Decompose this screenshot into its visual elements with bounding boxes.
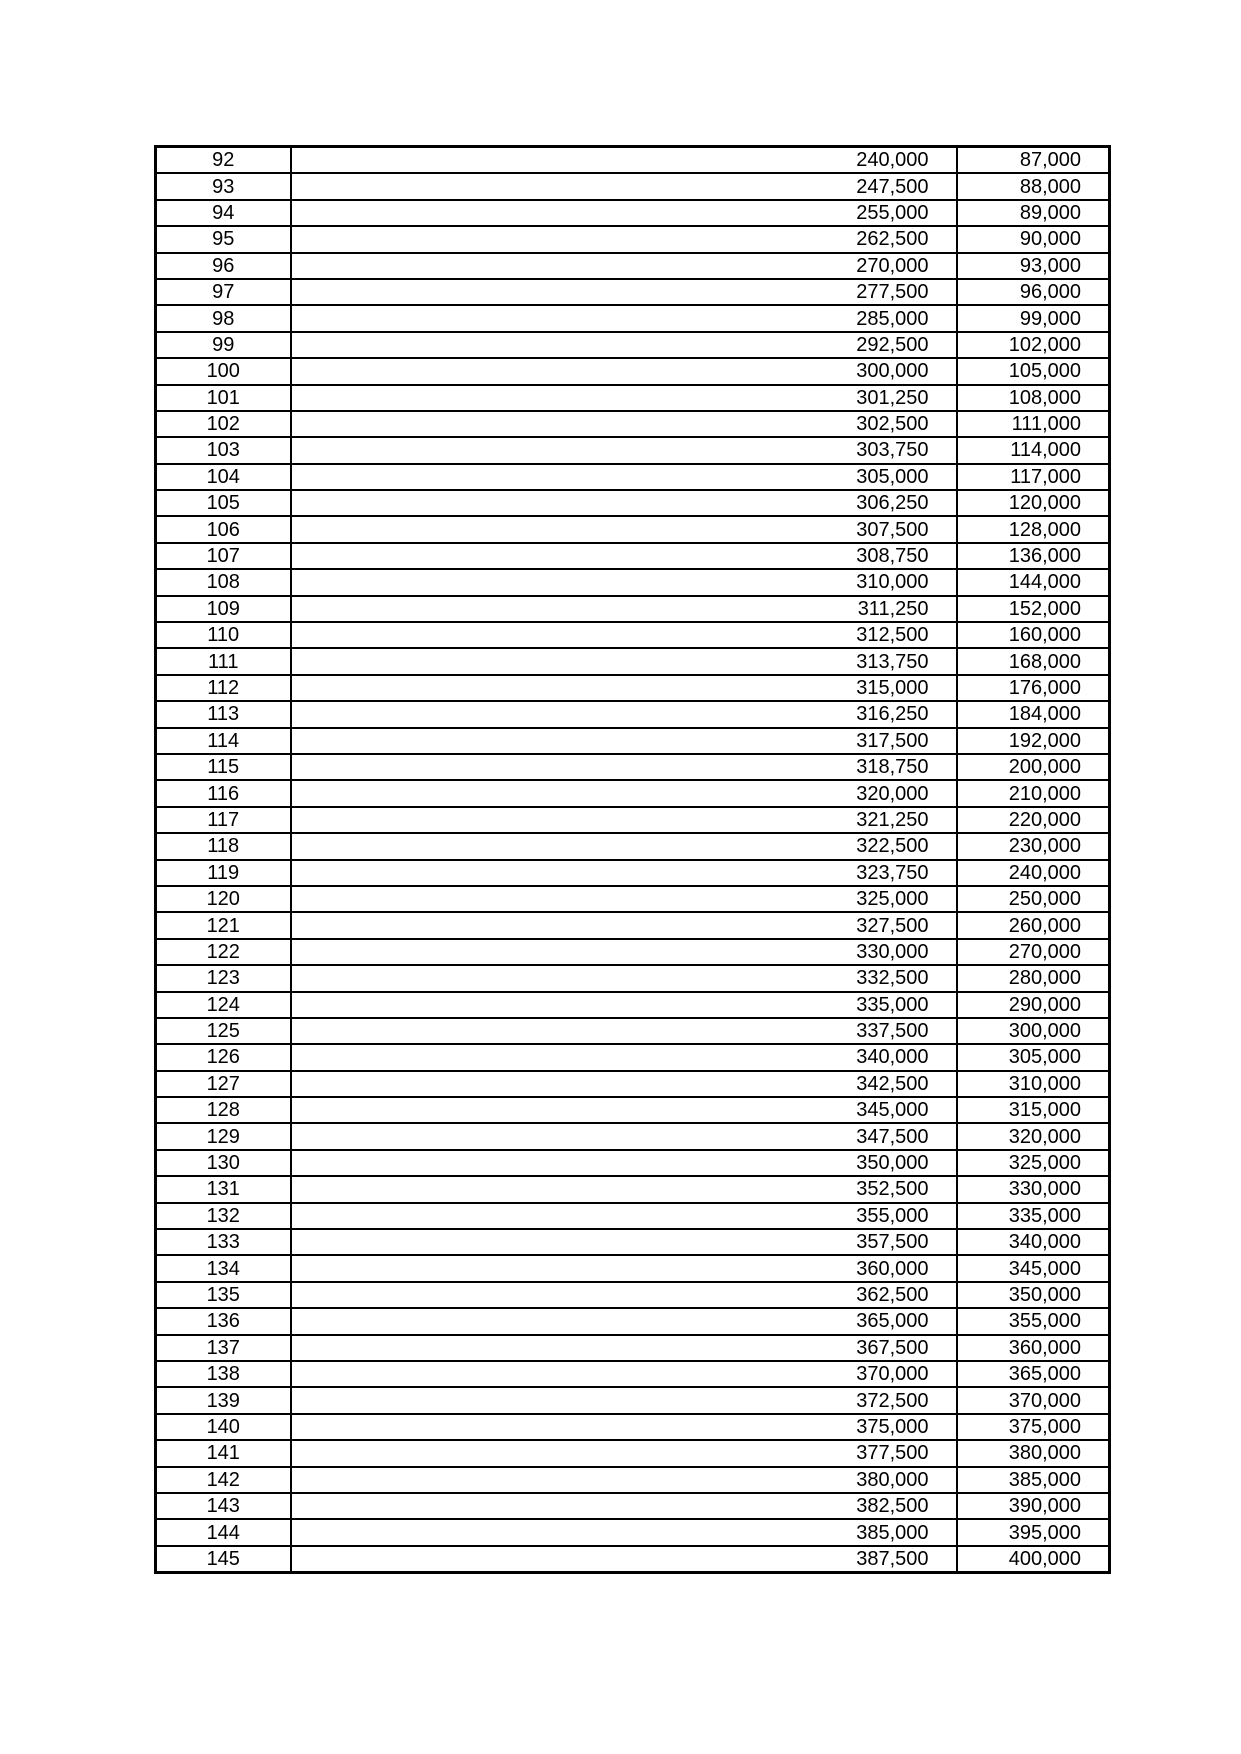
table-row	[156, 965, 1110, 991]
row-number-cell: 132	[156, 1203, 291, 1229]
row-number-cell: 92	[156, 147, 291, 174]
value2-cell: 230,000	[957, 833, 1110, 859]
table-row	[156, 1044, 1110, 1070]
value2-cell: 320,000	[957, 1123, 1110, 1149]
value1-cell: 311,250	[291, 596, 957, 622]
value2-cell: 89,000	[957, 200, 1110, 226]
value2-cell: 375,000	[957, 1414, 1110, 1440]
value2-cell: 315,000	[957, 1097, 1110, 1123]
value1-cell: 325,000	[291, 886, 957, 912]
table-row	[156, 200, 1110, 226]
table-row	[156, 437, 1110, 463]
row-number-cell: 120	[156, 886, 291, 912]
row-number-cell: 125	[156, 1018, 291, 1044]
value1-cell: 367,500	[291, 1335, 957, 1361]
value1-cell: 340,000	[291, 1044, 957, 1070]
row-number-cell: 93	[156, 173, 291, 199]
value2-cell: 88,000	[957, 173, 1110, 199]
row-number-cell: 94	[156, 200, 291, 226]
row-number-cell: 122	[156, 939, 291, 965]
value1-cell: 377,500	[291, 1440, 957, 1466]
row-number-cell: 116	[156, 780, 291, 806]
value2-cell: 136,000	[957, 543, 1110, 569]
row-number-cell: 131	[156, 1176, 291, 1202]
table-row	[156, 1229, 1110, 1255]
table-row	[156, 648, 1110, 674]
value1-cell: 247,500	[291, 173, 957, 199]
value2-cell: 350,000	[957, 1282, 1110, 1308]
row-number-cell: 136	[156, 1308, 291, 1334]
row-number-cell: 107	[156, 543, 291, 569]
table-row	[156, 1203, 1110, 1229]
table-row	[156, 675, 1110, 701]
row-number-cell: 102	[156, 411, 291, 437]
value1-cell: 301,250	[291, 385, 957, 411]
row-number-cell: 138	[156, 1361, 291, 1387]
value1-cell: 306,250	[291, 490, 957, 516]
row-number-cell: 133	[156, 1229, 291, 1255]
value1-cell: 305,000	[291, 464, 957, 490]
value2-cell: 365,000	[957, 1361, 1110, 1387]
table-row	[156, 305, 1110, 331]
table-row	[156, 1414, 1110, 1440]
value1-cell: 347,500	[291, 1123, 957, 1149]
row-number-cell: 101	[156, 385, 291, 411]
table-row	[156, 939, 1110, 965]
value2-cell: 105,000	[957, 358, 1110, 384]
value2-cell: 114,000	[957, 437, 1110, 463]
table-row	[156, 1467, 1110, 1493]
value2-cell: 305,000	[957, 1044, 1110, 1070]
value1-cell: 372,500	[291, 1387, 957, 1413]
table-body	[156, 147, 1110, 1573]
row-number-cell: 95	[156, 226, 291, 252]
value2-cell: 90,000	[957, 226, 1110, 252]
row-number-cell: 141	[156, 1440, 291, 1466]
value2-cell: 290,000	[957, 992, 1110, 1018]
table-row	[156, 1387, 1110, 1413]
table-row	[156, 596, 1110, 622]
table-row	[156, 1018, 1110, 1044]
table-row	[156, 1440, 1110, 1466]
row-number-cell: 127	[156, 1071, 291, 1097]
row-number-cell: 117	[156, 807, 291, 833]
table-row	[156, 411, 1110, 437]
row-number-cell: 144	[156, 1519, 291, 1545]
table-row	[156, 279, 1110, 305]
row-number-cell: 111	[156, 648, 291, 674]
value1-cell: 362,500	[291, 1282, 957, 1308]
value1-cell: 321,250	[291, 807, 957, 833]
table-row	[156, 992, 1110, 1018]
table-row	[156, 569, 1110, 595]
value2-cell: 280,000	[957, 965, 1110, 991]
table-row	[156, 1123, 1110, 1149]
value2-cell: 160,000	[957, 622, 1110, 648]
value2-cell: 400,000	[957, 1546, 1110, 1573]
row-number-cell: 106	[156, 516, 291, 542]
row-number-cell: 121	[156, 912, 291, 938]
table-row	[156, 1071, 1110, 1097]
value1-cell: 323,750	[291, 860, 957, 886]
value2-cell: 220,000	[957, 807, 1110, 833]
table-row	[156, 622, 1110, 648]
table-row	[156, 754, 1110, 780]
value2-cell: 96,000	[957, 279, 1110, 305]
value1-cell: 375,000	[291, 1414, 957, 1440]
value1-cell: 313,750	[291, 648, 957, 674]
value1-cell: 270,000	[291, 253, 957, 279]
value2-cell: 120,000	[957, 490, 1110, 516]
value2-cell: 111,000	[957, 411, 1110, 437]
value1-cell: 345,000	[291, 1097, 957, 1123]
value2-cell: 200,000	[957, 754, 1110, 780]
value2-cell: 117,000	[957, 464, 1110, 490]
value1-cell: 327,500	[291, 912, 957, 938]
row-number-cell: 128	[156, 1097, 291, 1123]
value1-cell: 330,000	[291, 939, 957, 965]
row-number-cell: 130	[156, 1150, 291, 1176]
data-table	[154, 145, 1111, 1574]
value2-cell: 93,000	[957, 253, 1110, 279]
value2-cell: 260,000	[957, 912, 1110, 938]
value1-cell: 387,500	[291, 1546, 957, 1573]
table-row	[156, 1150, 1110, 1176]
row-number-cell: 143	[156, 1493, 291, 1519]
row-number-cell: 98	[156, 305, 291, 331]
value1-cell: 357,500	[291, 1229, 957, 1255]
value2-cell: 395,000	[957, 1519, 1110, 1545]
value2-cell: 176,000	[957, 675, 1110, 701]
value1-cell: 342,500	[291, 1071, 957, 1097]
value1-cell: 318,750	[291, 754, 957, 780]
value2-cell: 300,000	[957, 1018, 1110, 1044]
value1-cell: 320,000	[291, 780, 957, 806]
value2-cell: 310,000	[957, 1071, 1110, 1097]
row-number-cell: 140	[156, 1414, 291, 1440]
table-row	[156, 886, 1110, 912]
value1-cell: 355,000	[291, 1203, 957, 1229]
value2-cell: 340,000	[957, 1229, 1110, 1255]
value2-cell: 108,000	[957, 385, 1110, 411]
row-number-cell: 137	[156, 1335, 291, 1361]
value1-cell: 360,000	[291, 1255, 957, 1281]
table-row	[156, 1308, 1110, 1334]
table-row	[156, 1361, 1110, 1387]
table-row	[156, 912, 1110, 938]
value1-cell: 292,500	[291, 332, 957, 358]
value2-cell: 370,000	[957, 1387, 1110, 1413]
value1-cell: 308,750	[291, 543, 957, 569]
table-row	[156, 728, 1110, 754]
row-number-cell: 105	[156, 490, 291, 516]
row-number-cell: 100	[156, 358, 291, 384]
value1-cell: 310,000	[291, 569, 957, 595]
value1-cell: 370,000	[291, 1361, 957, 1387]
value2-cell: 99,000	[957, 305, 1110, 331]
value2-cell: 270,000	[957, 939, 1110, 965]
value1-cell: 302,500	[291, 411, 957, 437]
value2-cell: 128,000	[957, 516, 1110, 542]
table-row	[156, 701, 1110, 727]
value2-cell: 192,000	[957, 728, 1110, 754]
table-row	[156, 1282, 1110, 1308]
value1-cell: 255,000	[291, 200, 957, 226]
row-number-cell: 142	[156, 1467, 291, 1493]
row-number-cell: 129	[156, 1123, 291, 1149]
row-number-cell: 104	[156, 464, 291, 490]
table-row	[156, 780, 1110, 806]
value1-cell: 307,500	[291, 516, 957, 542]
row-number-cell: 118	[156, 833, 291, 859]
table-row	[156, 860, 1110, 886]
table-row	[156, 490, 1110, 516]
value1-cell: 352,500	[291, 1176, 957, 1202]
table-row	[156, 173, 1110, 199]
value1-cell: 277,500	[291, 279, 957, 305]
row-number-cell: 119	[156, 860, 291, 886]
table-row	[156, 1546, 1110, 1573]
table-row	[156, 516, 1110, 542]
row-number-cell: 97	[156, 279, 291, 305]
value2-cell: 330,000	[957, 1176, 1110, 1202]
table-row	[156, 332, 1110, 358]
row-number-cell: 110	[156, 622, 291, 648]
value1-cell: 312,500	[291, 622, 957, 648]
table-row	[156, 358, 1110, 384]
value2-cell: 184,000	[957, 701, 1110, 727]
row-number-cell: 139	[156, 1387, 291, 1413]
value1-cell: 316,250	[291, 701, 957, 727]
value1-cell: 385,000	[291, 1519, 957, 1545]
value2-cell: 345,000	[957, 1255, 1110, 1281]
table-row	[156, 833, 1110, 859]
row-number-cell: 114	[156, 728, 291, 754]
row-number-cell: 124	[156, 992, 291, 1018]
row-number-cell: 108	[156, 569, 291, 595]
table-row	[156, 464, 1110, 490]
value2-cell: 87,000	[957, 147, 1110, 174]
value2-cell: 390,000	[957, 1493, 1110, 1519]
value2-cell: 144,000	[957, 569, 1110, 595]
value1-cell: 317,500	[291, 728, 957, 754]
value1-cell: 315,000	[291, 675, 957, 701]
value1-cell: 380,000	[291, 1467, 957, 1493]
value2-cell: 168,000	[957, 648, 1110, 674]
value1-cell: 350,000	[291, 1150, 957, 1176]
row-number-cell: 145	[156, 1546, 291, 1573]
value1-cell: 300,000	[291, 358, 957, 384]
table-row	[156, 1097, 1110, 1123]
table-row	[156, 1493, 1110, 1519]
value1-cell: 337,500	[291, 1018, 957, 1044]
row-number-cell: 126	[156, 1044, 291, 1070]
row-number-cell: 123	[156, 965, 291, 991]
value2-cell: 335,000	[957, 1203, 1110, 1229]
value2-cell: 360,000	[957, 1335, 1110, 1361]
value2-cell: 385,000	[957, 1467, 1110, 1493]
value1-cell: 335,000	[291, 992, 957, 1018]
row-number-cell: 99	[156, 332, 291, 358]
table-row	[156, 385, 1110, 411]
value1-cell: 285,000	[291, 305, 957, 331]
value2-cell: 102,000	[957, 332, 1110, 358]
value2-cell: 380,000	[957, 1440, 1110, 1466]
table-row	[156, 543, 1110, 569]
value2-cell: 250,000	[957, 886, 1110, 912]
value1-cell: 303,750	[291, 437, 957, 463]
value2-cell: 240,000	[957, 860, 1110, 886]
value1-cell: 262,500	[291, 226, 957, 252]
value1-cell: 382,500	[291, 1493, 957, 1519]
row-number-cell: 134	[156, 1255, 291, 1281]
value2-cell: 355,000	[957, 1308, 1110, 1334]
row-number-cell: 115	[156, 754, 291, 780]
row-number-cell: 103	[156, 437, 291, 463]
table-row	[156, 1255, 1110, 1281]
table-row	[156, 1335, 1110, 1361]
row-number-cell: 113	[156, 701, 291, 727]
table-row	[156, 1519, 1110, 1545]
row-number-cell: 112	[156, 675, 291, 701]
table-row	[156, 226, 1110, 252]
value2-cell: 325,000	[957, 1150, 1110, 1176]
table-row	[156, 807, 1110, 833]
row-number-cell: 135	[156, 1282, 291, 1308]
table-row	[156, 253, 1110, 279]
value1-cell: 365,000	[291, 1308, 957, 1334]
value1-cell: 322,500	[291, 833, 957, 859]
table-row	[156, 147, 1110, 174]
value1-cell: 240,000	[291, 147, 957, 174]
value2-cell: 152,000	[957, 596, 1110, 622]
table-row	[156, 1176, 1110, 1202]
row-number-cell: 109	[156, 596, 291, 622]
value1-cell: 332,500	[291, 965, 957, 991]
row-number-cell: 96	[156, 253, 291, 279]
value2-cell: 210,000	[957, 780, 1110, 806]
